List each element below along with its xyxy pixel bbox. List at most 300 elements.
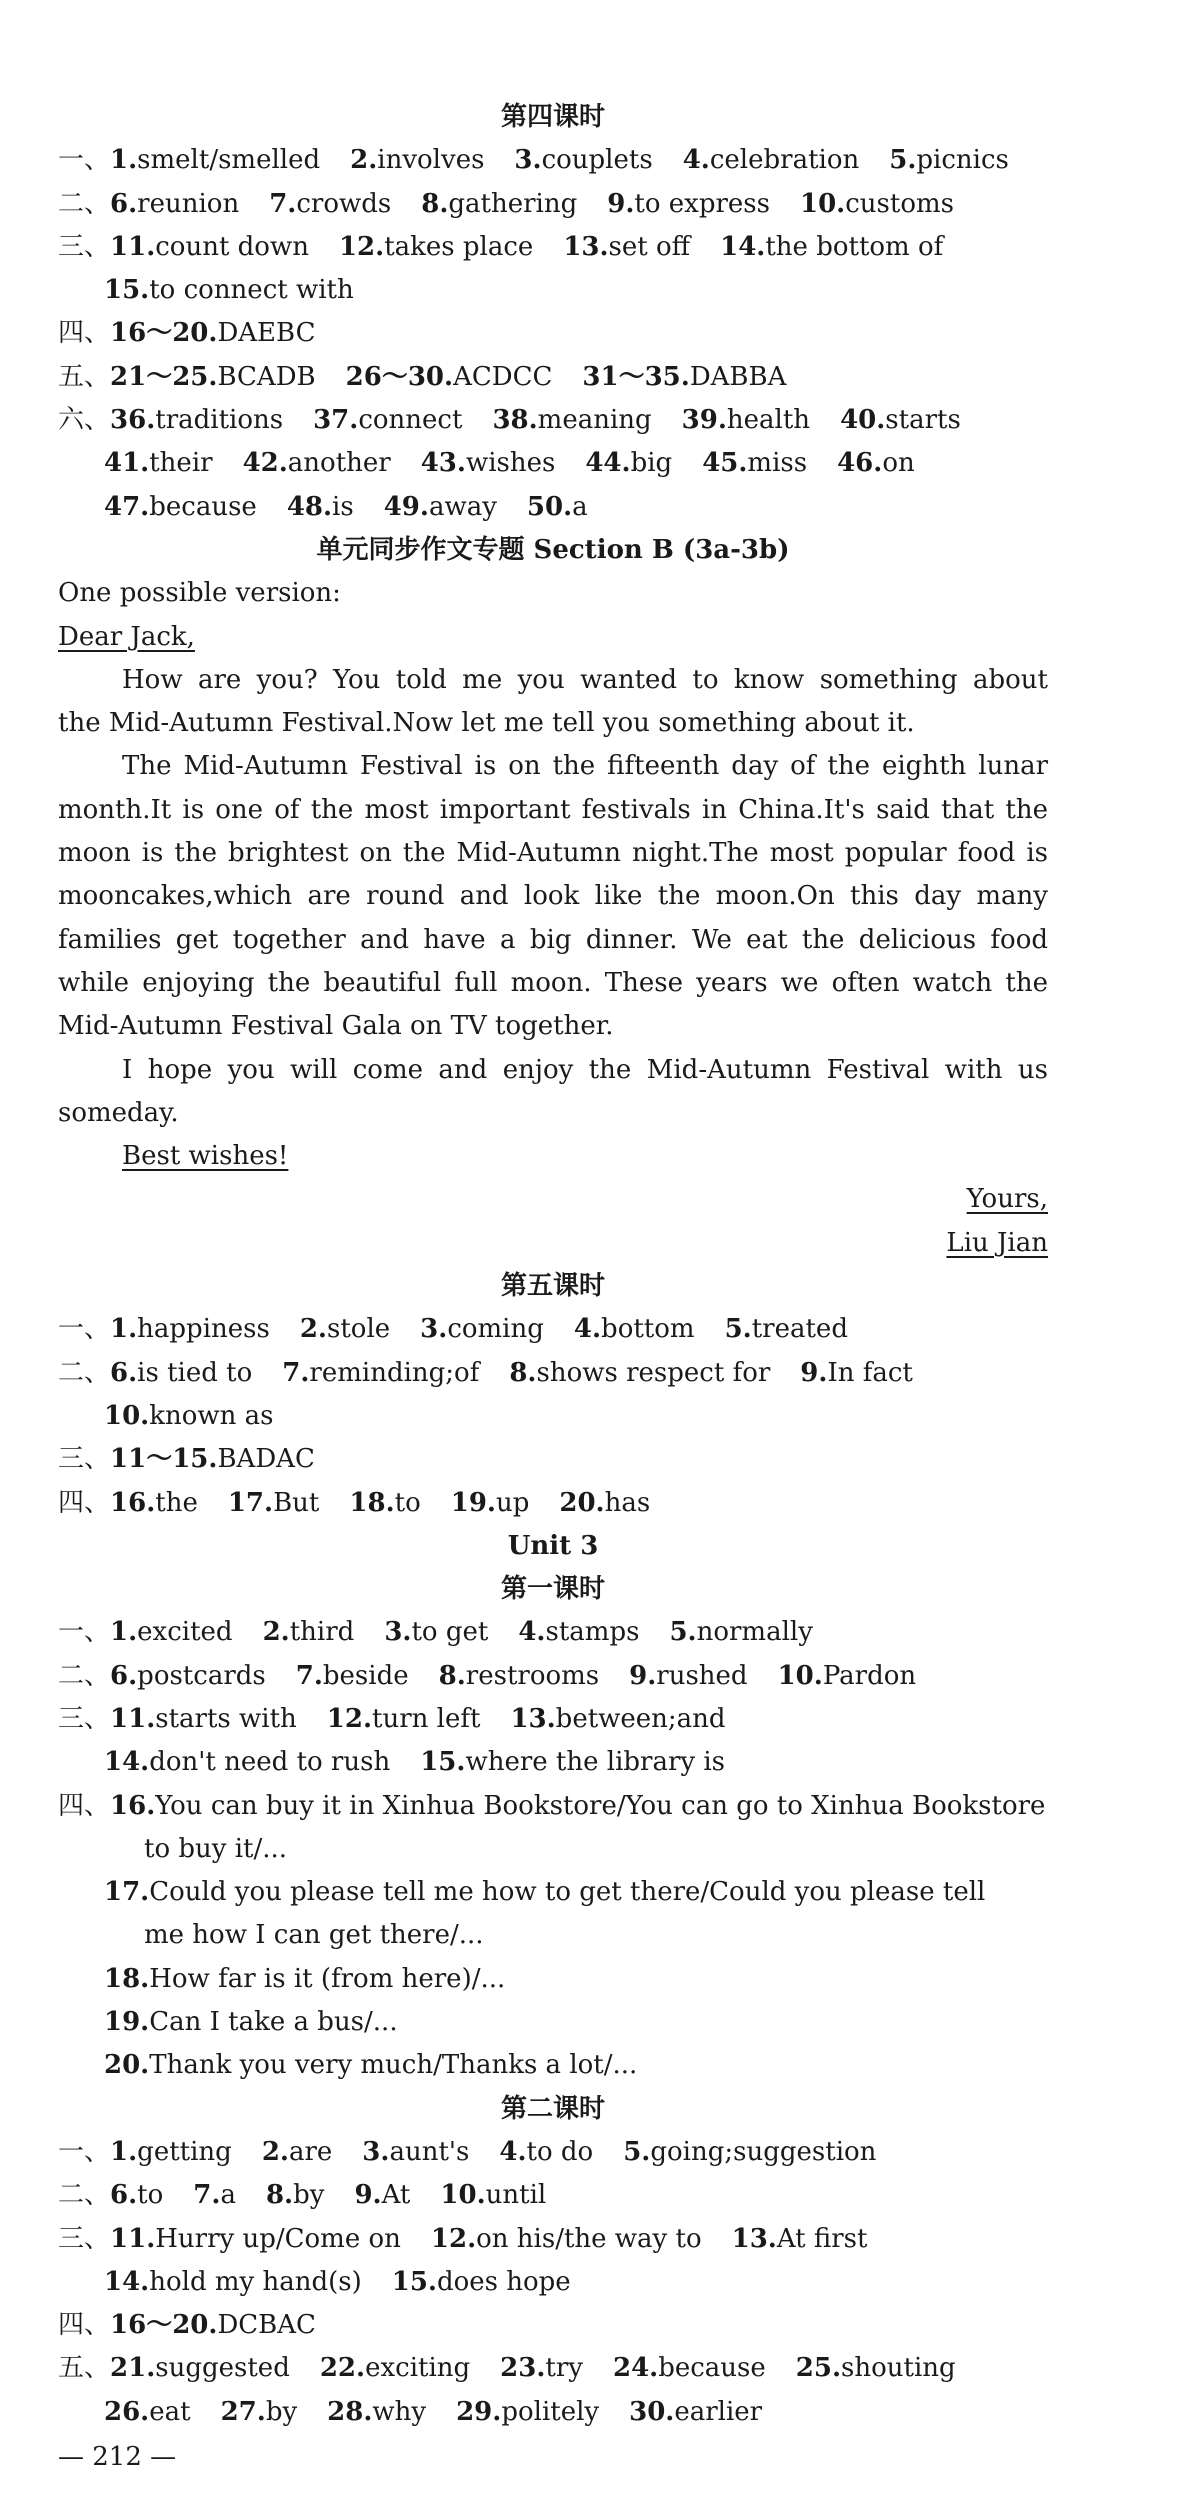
answer-item bbox=[287, 486, 354, 529]
answer-text: suggested bbox=[155, 2353, 290, 2384]
answer-item bbox=[110, 2218, 401, 2261]
answer-item bbox=[420, 1741, 725, 1784]
answer-text: aunt's bbox=[389, 2136, 470, 2167]
section-number: 一、 bbox=[58, 145, 111, 176]
essay-line: Mid-Autumn Festival Gala on TV together. bbox=[58, 1011, 614, 1042]
question-number: 24. bbox=[612, 2353, 659, 2384]
answer-item bbox=[421, 442, 556, 485]
answer-item bbox=[282, 1352, 479, 1395]
question-number: 29. bbox=[456, 2396, 502, 2427]
answer-item bbox=[300, 1308, 390, 1351]
answer-row bbox=[58, 2131, 1048, 2174]
answer-row bbox=[58, 2001, 1048, 2044]
question-number: 1. bbox=[110, 1314, 138, 1345]
answer-text: Could you please tell me how to get there/Could you please tell bbox=[149, 1877, 986, 1908]
answer-item bbox=[263, 1611, 355, 1654]
question-number: 14. bbox=[104, 2266, 150, 2297]
answer-item bbox=[320, 2347, 470, 2390]
answer-item bbox=[110, 226, 309, 269]
question-number: 23. bbox=[500, 2353, 546, 2384]
question-number: 3. bbox=[362, 2136, 390, 2167]
answer-text: picnics bbox=[916, 145, 1009, 176]
answer-item bbox=[104, 1395, 274, 1438]
question-number: 21～25. bbox=[110, 361, 218, 392]
answer-row bbox=[58, 2347, 1048, 2390]
question-number: 9. bbox=[800, 1357, 828, 1388]
question-number: 5. bbox=[669, 1617, 697, 1648]
answer-item bbox=[682, 399, 810, 442]
question-number: 8. bbox=[509, 1357, 537, 1388]
text-line: One possible version: bbox=[58, 578, 341, 609]
question-number: 2. bbox=[299, 1314, 327, 1345]
answer-text: treated bbox=[751, 1314, 848, 1345]
question-number: 7. bbox=[282, 1357, 310, 1388]
answer-text: a bbox=[220, 2180, 236, 2211]
question-number: 6. bbox=[110, 2180, 138, 2211]
letter-greeting bbox=[58, 616, 1048, 659]
answer-row bbox=[58, 1958, 1048, 2001]
section-number: 二、 bbox=[58, 1660, 111, 1691]
question-number: 15. bbox=[420, 1747, 466, 1778]
essay-line: someday. bbox=[58, 1097, 179, 1128]
question-number: 11. bbox=[110, 231, 156, 262]
answer-text: gathering bbox=[448, 188, 578, 219]
answer-text: by bbox=[265, 2396, 298, 2427]
question-number: 3. bbox=[514, 145, 542, 176]
answer-text: traditions bbox=[155, 405, 284, 436]
answer-item bbox=[104, 1958, 505, 2001]
answer-item bbox=[889, 139, 1009, 182]
question-number: 37. bbox=[313, 405, 359, 436]
answer-text: restrooms bbox=[465, 1660, 600, 1691]
answer-item bbox=[104, 2001, 398, 2044]
answer-item bbox=[104, 2261, 362, 2304]
answer-item bbox=[346, 356, 553, 399]
answer-item bbox=[354, 2174, 410, 2217]
question-number: 16. bbox=[110, 1790, 156, 1821]
answer-text: bottom bbox=[601, 1314, 695, 1345]
answer-row bbox=[58, 1352, 1048, 1395]
answer-item bbox=[778, 1655, 917, 1698]
answer-text: set off bbox=[608, 231, 691, 262]
answer-text: a bbox=[572, 491, 588, 522]
answer-item bbox=[499, 2131, 593, 2174]
answer-text: because bbox=[149, 491, 257, 522]
answer-text: stamps bbox=[545, 1617, 640, 1648]
question-number: 40. bbox=[840, 405, 886, 436]
question-number: 19. bbox=[450, 1487, 496, 1518]
question-number: 46. bbox=[837, 448, 883, 479]
answer-text: Hurry up/Come on bbox=[155, 2223, 401, 2254]
answer-text: their bbox=[149, 448, 213, 479]
answer-row bbox=[58, 183, 1048, 226]
section-number: 四、 bbox=[58, 2310, 111, 2341]
greeting-text: Dear Jack, bbox=[58, 621, 195, 652]
question-number: 31～35. bbox=[582, 361, 690, 392]
answer-row bbox=[58, 1871, 1048, 1914]
question-number: 39. bbox=[681, 405, 727, 436]
answer-text: reunion bbox=[137, 188, 240, 219]
question-number: 41. bbox=[104, 448, 150, 479]
question-number: 16～20. bbox=[110, 318, 218, 349]
answer-text: where the library is bbox=[465, 1747, 725, 1778]
answer-text: beside bbox=[322, 1660, 409, 1691]
answer-item bbox=[110, 1611, 233, 1654]
answer-item bbox=[266, 2174, 325, 2217]
answer-item bbox=[104, 486, 257, 529]
question-number: 36. bbox=[110, 405, 156, 436]
answer-item bbox=[104, 442, 213, 485]
answer-text: on his/the way to bbox=[476, 2223, 702, 2254]
answer-item bbox=[392, 2261, 571, 2304]
answer-item bbox=[582, 356, 786, 399]
answer-item bbox=[384, 486, 497, 529]
answer-text: reminding;of bbox=[309, 1357, 480, 1388]
question-number: 3. bbox=[420, 1314, 448, 1345]
question-number: 14. bbox=[104, 1747, 150, 1778]
answer-item bbox=[492, 399, 651, 442]
answer-row bbox=[58, 1395, 1048, 1438]
section-heading: 第一课时 bbox=[500, 1574, 605, 1605]
question-number: 7. bbox=[269, 188, 297, 219]
question-number: 6. bbox=[110, 188, 138, 219]
answer-item bbox=[110, 1698, 297, 1741]
answer-item bbox=[110, 399, 283, 442]
answer-text: away bbox=[428, 491, 497, 522]
question-number: 17. bbox=[227, 1487, 274, 1518]
answer-text: DABBA bbox=[689, 361, 787, 392]
question-number: 2. bbox=[261, 2136, 289, 2167]
section-heading: 第二课时 bbox=[500, 2093, 605, 2124]
essay-line: the Mid-Autumn Festival.Now let me tell you something about it. bbox=[58, 708, 915, 739]
section-number: 三、 bbox=[58, 2223, 111, 2254]
question-number: 25. bbox=[795, 2353, 842, 2384]
answer-item bbox=[110, 1785, 1045, 1828]
answer-row bbox=[58, 356, 1048, 399]
signature-text: Liu Jian bbox=[946, 1227, 1048, 1258]
question-number: 13. bbox=[510, 1703, 556, 1734]
answer-row bbox=[58, 1698, 1048, 1741]
answer-item bbox=[349, 1482, 420, 1525]
answer-text: shouting bbox=[841, 2353, 956, 2384]
signature-text: Yours, bbox=[966, 1184, 1048, 1215]
answer-item bbox=[451, 1482, 530, 1525]
question-number: 17. bbox=[104, 1877, 150, 1908]
question-number: 44. bbox=[585, 448, 631, 479]
question-number: 12. bbox=[430, 2223, 477, 2254]
section-number: 三、 bbox=[58, 231, 111, 262]
question-number: 30. bbox=[629, 2396, 675, 2427]
question-number: 28. bbox=[327, 2396, 373, 2427]
section-number: 四、 bbox=[58, 1487, 111, 1518]
question-number: 13. bbox=[731, 2223, 777, 2254]
answer-item bbox=[563, 226, 690, 269]
answer-text: known as bbox=[149, 1400, 274, 1431]
answer-row bbox=[58, 1482, 1048, 1525]
answer-text: Can I take a bus/... bbox=[149, 2007, 398, 2038]
answer-item bbox=[585, 442, 672, 485]
essay-line: I hope you will come and enjoy the Mid-Autumn Festival with us bbox=[122, 1054, 1048, 1085]
question-number: 7. bbox=[295, 1660, 323, 1691]
answer-item bbox=[110, 356, 316, 399]
question-number: 8. bbox=[421, 188, 449, 219]
question-number: 1. bbox=[110, 1617, 138, 1648]
letter-closing bbox=[58, 1135, 1048, 1178]
answer-text: Thank you very much/Thanks a lot/... bbox=[149, 2050, 638, 2081]
essay-line: month.It is one of the most important festivals in China.It's said that the bbox=[58, 794, 1048, 825]
question-number: 15. bbox=[104, 275, 150, 306]
answer-item bbox=[702, 442, 807, 485]
answer-item bbox=[431, 2218, 702, 2261]
answer-item bbox=[362, 2131, 469, 2174]
question-number: 4. bbox=[518, 1617, 546, 1648]
answer-item bbox=[110, 1655, 266, 1698]
question-number: 5. bbox=[889, 145, 917, 176]
essay-line: The Mid-Autumn Festival is on the fifteenth day of the eighth lunar bbox=[122, 751, 1048, 782]
answer-item bbox=[228, 1482, 320, 1525]
answer-item bbox=[110, 2347, 290, 2390]
question-number: 1. bbox=[110, 2136, 138, 2167]
answer-text: going;suggestion bbox=[650, 2136, 877, 2167]
answer-text: rushed bbox=[656, 1660, 748, 1691]
answer-text: don't need to rush bbox=[149, 1747, 391, 1778]
question-number: 42. bbox=[242, 448, 288, 479]
answer-text: third bbox=[289, 1617, 355, 1648]
answer-item bbox=[104, 2044, 637, 2087]
answer-text: coming bbox=[447, 1314, 544, 1345]
answer-text: another bbox=[287, 448, 391, 479]
question-number: 43. bbox=[420, 448, 466, 479]
section-number: 五、 bbox=[58, 361, 111, 392]
answer-text: to bbox=[137, 2180, 164, 2211]
question-number: 5. bbox=[623, 2136, 651, 2167]
answer-text: In fact bbox=[827, 1357, 913, 1388]
answer-item bbox=[110, 312, 316, 355]
answer-text: celebration bbox=[709, 145, 860, 176]
answer-text: health bbox=[726, 405, 811, 436]
answer-text: At bbox=[381, 2180, 411, 2211]
answer-text: on bbox=[882, 448, 915, 479]
answer-item bbox=[725, 1308, 848, 1351]
essay-line: families get together and have a big dinner. We eat the delicious food bbox=[58, 924, 1048, 955]
answer-item bbox=[732, 2218, 868, 2261]
answer-text: by bbox=[293, 2180, 325, 2211]
answer-item bbox=[110, 1482, 198, 1525]
answer-row bbox=[58, 269, 1048, 312]
answer-text: to do bbox=[526, 2136, 594, 2167]
answer-text: getting bbox=[137, 2136, 232, 2167]
answer-text: normally bbox=[696, 1617, 813, 1648]
answer-text: BADAC bbox=[217, 1444, 315, 1475]
section-heading: 第五课时 bbox=[500, 1271, 605, 1302]
section-number: 一、 bbox=[58, 1314, 111, 1345]
answer-text: customs bbox=[845, 188, 954, 219]
section-number: 六、 bbox=[58, 405, 111, 436]
answer-item bbox=[456, 2391, 599, 2434]
answer-text: up bbox=[495, 1487, 530, 1518]
answer-text: crowds bbox=[296, 188, 392, 219]
letter-signature bbox=[58, 1178, 1048, 1221]
answer-text: stole bbox=[327, 1314, 391, 1345]
answer-item bbox=[313, 399, 462, 442]
question-number: 47. bbox=[104, 491, 150, 522]
section-number: 三、 bbox=[58, 1444, 111, 1475]
answer-row bbox=[58, 139, 1048, 182]
essay-line: How are you? You told me you wanted to know something about bbox=[122, 664, 1048, 695]
question-number: 10. bbox=[799, 188, 846, 219]
answer-text: connect bbox=[358, 405, 463, 436]
question-number: 10. bbox=[777, 1660, 823, 1691]
answer-key-page bbox=[58, 96, 1048, 2434]
question-number: 20. bbox=[559, 1487, 605, 1518]
question-number: 3. bbox=[384, 1617, 412, 1648]
answer-item bbox=[327, 2391, 426, 2434]
section-number: 三、 bbox=[58, 1703, 111, 1734]
answer-text: meaning bbox=[537, 405, 652, 436]
answer-text: is bbox=[332, 491, 354, 522]
answer-row bbox=[58, 1785, 1048, 1828]
answer-item bbox=[683, 139, 860, 182]
question-number: 20. bbox=[104, 2050, 150, 2081]
question-number: 10. bbox=[104, 1400, 150, 1431]
answer-row bbox=[58, 2304, 1048, 2347]
answer-text: But bbox=[273, 1487, 320, 1518]
answer-row bbox=[58, 2044, 1048, 2087]
answer-text: earlier bbox=[674, 2396, 763, 2427]
text-line: me how I can get there/... bbox=[144, 1920, 484, 1951]
question-number: 9. bbox=[607, 188, 635, 219]
answer-text: involves bbox=[377, 145, 485, 176]
answer-text: wishes bbox=[465, 448, 556, 479]
answer-text: happiness bbox=[137, 1314, 270, 1345]
question-number: 12. bbox=[338, 231, 385, 262]
answer-row bbox=[58, 1655, 1048, 1698]
answer-text: because bbox=[658, 2353, 766, 2384]
answer-item bbox=[243, 442, 391, 485]
answer-text: DAEBC bbox=[217, 318, 316, 349]
answer-text: politely bbox=[501, 2396, 600, 2427]
answer-item bbox=[269, 183, 391, 226]
question-number: 12. bbox=[326, 1703, 373, 1734]
question-number: 18. bbox=[104, 1963, 150, 1994]
answer-item bbox=[439, 1655, 600, 1698]
answer-row bbox=[58, 399, 1048, 442]
answer-text: BCADB bbox=[217, 361, 316, 392]
answer-text: count down bbox=[155, 231, 309, 262]
answer-text: between;and bbox=[555, 1703, 726, 1734]
answer-text: big bbox=[630, 448, 673, 479]
question-number: 15. bbox=[391, 2266, 437, 2297]
answer-text: ACDCC bbox=[453, 361, 553, 392]
answer-item bbox=[518, 1611, 639, 1654]
answer-item bbox=[193, 2174, 236, 2217]
answer-item bbox=[110, 1438, 315, 1481]
question-number: 27. bbox=[220, 2396, 266, 2427]
answer-text: has bbox=[604, 1487, 651, 1518]
answer-item bbox=[110, 1352, 252, 1395]
answer-text: Pardon bbox=[822, 1660, 917, 1691]
question-number: 4. bbox=[499, 2136, 527, 2167]
answer-row bbox=[58, 2174, 1048, 2217]
answer-item bbox=[559, 1482, 650, 1525]
answer-text: why bbox=[372, 2396, 427, 2427]
question-number: 8. bbox=[265, 2180, 294, 2211]
answer-row bbox=[58, 486, 1048, 529]
question-number: 18. bbox=[349, 1487, 395, 1518]
question-number: 5. bbox=[724, 1314, 752, 1345]
section-heading: 单元同步作文专题 Section B (3a-3b) bbox=[316, 534, 790, 565]
answer-item bbox=[840, 399, 961, 442]
answer-item bbox=[110, 139, 320, 182]
answer-text: postcards bbox=[137, 1660, 266, 1691]
answer-item bbox=[110, 1308, 270, 1351]
answer-item bbox=[420, 1308, 544, 1351]
question-number: 16～20. bbox=[110, 2310, 218, 2341]
question-number: 10. bbox=[440, 2180, 486, 2211]
answer-item bbox=[110, 2304, 316, 2347]
letter-signature bbox=[58, 1222, 1048, 1265]
answer-text: You can buy it in Xinhua Bookstore/You can go to Xinhua Bookstore bbox=[155, 1790, 1046, 1821]
answer-item bbox=[110, 2174, 163, 2217]
section-number: 一、 bbox=[58, 1617, 111, 1648]
answer-item bbox=[296, 1655, 409, 1698]
answer-item bbox=[574, 1308, 695, 1351]
answer-text: shows respect for bbox=[536, 1357, 771, 1388]
question-number: 16. bbox=[110, 1487, 156, 1518]
text-line: to buy it/... bbox=[144, 1833, 288, 1864]
answer-item bbox=[421, 183, 577, 226]
question-number: 45. bbox=[702, 448, 748, 479]
answer-row bbox=[58, 1741, 1048, 1784]
answer-text: to connect with bbox=[149, 275, 354, 306]
question-number: 48. bbox=[286, 491, 333, 522]
answer-text: takes place bbox=[384, 231, 534, 262]
question-number: 38. bbox=[492, 405, 538, 436]
answer-text: to express bbox=[634, 188, 770, 219]
answer-text: are bbox=[288, 2136, 333, 2167]
answer-row bbox=[58, 1438, 1048, 1481]
question-number: 13. bbox=[563, 231, 609, 262]
question-number: 8. bbox=[438, 1660, 466, 1691]
question-number: 4. bbox=[573, 1314, 602, 1345]
answer-item bbox=[104, 269, 354, 312]
answer-text: is tied to bbox=[137, 1357, 253, 1388]
section-heading: Unit 3 bbox=[507, 1530, 599, 1561]
answer-text: the bbox=[155, 1487, 198, 1518]
answer-row bbox=[58, 312, 1048, 355]
question-number: 26. bbox=[104, 2396, 150, 2427]
answer-text: hold my hand(s) bbox=[149, 2266, 362, 2297]
answer-item bbox=[629, 2391, 762, 2434]
answer-text: smelt/smelled bbox=[137, 145, 321, 176]
essay-line: while enjoying the beautiful full moon. These years we often watch the bbox=[58, 967, 1048, 998]
answer-row bbox=[58, 2218, 1048, 2261]
section-heading: 第四课时 bbox=[500, 102, 605, 132]
answer-text: How far is it (from here)/... bbox=[149, 1963, 506, 1994]
answer-text: exciting bbox=[365, 2353, 471, 2384]
question-number: 6. bbox=[110, 1357, 138, 1388]
answer-text: excited bbox=[137, 1617, 233, 1648]
answer-item bbox=[720, 226, 943, 269]
answer-row bbox=[58, 2261, 1048, 2304]
answer-text: try bbox=[545, 2353, 583, 2384]
answer-text: DCBAC bbox=[217, 2310, 316, 2341]
answer-row bbox=[58, 1611, 1048, 1654]
section-number: 二、 bbox=[58, 188, 111, 219]
answer-item bbox=[613, 2347, 766, 2390]
answer-text: At first bbox=[776, 2223, 868, 2254]
answer-item bbox=[104, 2391, 191, 2434]
